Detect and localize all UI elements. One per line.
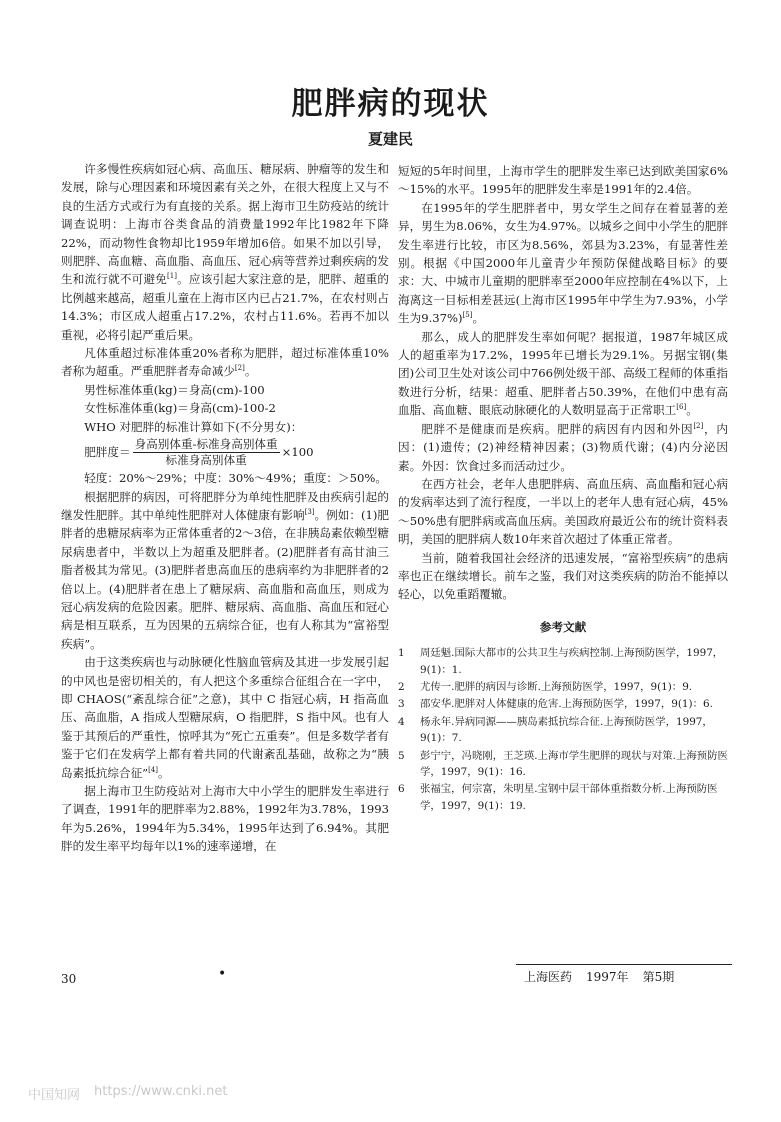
obesity-degree-formula: 肥胖度＝ $\frac{\text{身高别体重-标准身高别体重}}{\text{标准身高别体重}}$ ×100 <box>84 437 314 468</box>
article-title: 肥胖病的现状 <box>291 86 490 122</box>
watermark-url: https://www.cnki.net <box>94 1084 228 1099</box>
author-name: 夏建民 <box>367 130 413 148</box>
paragraph: 许多慢性疾病如冠心病、高血压、糖尿病、肿瘤等的发生和发展，除与心理因素和环境因素有关之外，在很大程度上又与不良的生活方式或行为有直接的关系。据上海市卫生防疫站的统计调查说明：上海市谷类食品的消费量1992年比1982年下降22%，而动物性食物却比1959年增加6倍。如果不加以引导，则肥胖、高血糖、高血脂、高血压、冠心病等营养过剩疾病的发生和流行就不可避免[1]。应该引起大家注意的是，肥胖、超重的比例越来越高，超重儿童在上海市区内已占21.7%，在农村则占14.3%；市区成人超重占17.2%，农村占11.6%。若再不加以重视，必将引起严重后果。 <box>61 162 389 342</box>
paragraph: 由于这类疾病也与动脉硬化性脑血管病及其进一步发展引起的中风也是密切相关的，有人把这个多重综合征组合在一字中，即 CHAOS(“紊乱综合征”之意)，其中 C 指冠心病，H 指高血压、高血脂，A 指成人型糖尿病，O 指肥胖，S 指中风。也有人鉴于其预后的严重性，惊呼其为“死亡五重奏”。但是多数学者有鉴于它们在发病学上都有着共同的代谢紊乱基础，故称之为“胰岛素抵抗综合征”[4]。 <box>61 655 389 780</box>
citation: [1] <box>167 272 177 281</box>
reference-item: 4 杨永年.异病同源——胰岛素抵抗综合征.上海预防医学，1997，9(1)：7. <box>398 715 713 745</box>
obesity-grades: 轻度：20%～29%；中度：30%～49%；重度：＞50%。 <box>84 471 387 486</box>
paragraph: 那么，成人的肥胖发生率如何呢？据报道，1987年城区成人的超重率为17.2%，1995年已增长为29.1%。另据宝钢(集团)公司卫生处对该公司中766例处级干部、高级工程师的体重指数进行分析，结果：超重、肥胖者占50.39%，在他们中患有高血脂、高血糖、眼底动脉硬化的人数明显高于正常职工[6]。 <box>398 329 728 418</box>
reference-item: 1 周廷魁.国际大都市的公共卫生与疾病控制.上海预防医学，1997，9(1)：1. <box>398 647 724 676</box>
citation: [3] <box>304 508 315 517</box>
reference-item: 2 尤传一.肥胖的病因与诊断.上海预防医学，1997，9(1)：9. <box>398 680 693 693</box>
footer-dot: • <box>218 966 227 982</box>
page-number: 30 <box>61 972 77 986</box>
cnki-watermark <box>28 1084 227 1103</box>
paragraph: 短短的5年时间里，上海市学生的肥胖发生率已达到欧美国家6%～15%的水平。1995年的肥胖发生率是1991年的2.4倍。 <box>398 164 728 197</box>
reference-item: 6 张福宝，何宗富，朱明星.宝钢中层干部体重指数分析.上海预防医学，1997，9(1)：19. <box>398 783 718 812</box>
paragraph: 在1995年的学生肥胖者中，男女学生之间存在着显著的差异，男生为8.06%，女生为4.97%。以城乡之间中小学生的肥胖发生率进行比较，市区为8.56%，郊县为3.23%，有显著性差别。根据《中国2000年儿童青少年预防保健战略目标》的要求：大、中城市儿童期的肥胖率至2000年应控制在4%以下，上海离这一目标相差甚远(上海市区1995年中学生为7.93%，小学生为9.37%)[5]。 <box>398 200 728 326</box>
watermark-site: 中国知网 <box>28 1088 81 1103</box>
paragraph: 凡体重超过标准体重20%者称为肥胖，超过标准体重10%者称为超重。严重肥胖者寿命减少[2]。 <box>61 346 389 379</box>
left-column <box>61 160 389 856</box>
paragraph: 在西方社会，老年人患肥胖病、高血压病、高血酯和冠心病的发病率达到了流行程度，一半以上的老年人患有冠心病，45%～50%患有肥胖病或高血压病。美国政府最近公布的统计资料表明，美国的肥胖病人数10年来首次超过了体重正常者。 <box>398 476 728 547</box>
who-standard: WHO 对肥胖的标准计算如下(不分男女)： <box>84 419 303 434</box>
paragraph: 当前，随着我国社会经济的迅速发展，“富裕型疾病”的患病率也正在继续增长。前车之鉴，我们对这类疾病的防治不能掉以轻心，以免重蹈覆辙。 <box>398 550 728 602</box>
citation: [6] <box>676 403 687 412</box>
paragraph: 肥胖不是健康而是疾病。肥胖的病因有内因和外因[2]，内因：(1)遗传；(2)神经精神因素；(3)物质代谢；(4)内分泌因素。外因：饮食过多而活动过少。 <box>398 421 728 473</box>
reference-item: 3 邵安华.肥胖对人体健康的危害.上海预防医学，1997，9(1)：6. <box>398 698 713 711</box>
formula-numerator: 身高别体重-标准身高别体重 <box>134 437 278 452</box>
journal-name: 上海医药 <box>524 970 573 984</box>
paragraph: 根据肥胖的病因，可将肥胖分为单纯性肥胖及由疾病引起的继发性肥胖。其中单纯性肥胖对人体健康有影响[3]。例如：(1)肥胖者的患糖尿病率为正常体重者的2～3倍，在非胰岛素依赖型糖尿病患者中，半数以上为超重及肥胖者。(2)肥胖者有高甘油三脂者极其为常见。(3)肥胖者患高血压的患病率约为非肥胖者的2倍以上。(4)肥胖者在患上了糖尿病、高血脂和高血压，则成为冠心病发病的危险因素。肥胖、糖尿病、高血脂、高血压和冠心病是相互联系，互为因果的五病综合征，也有人称其为“富裕型疾病”。 <box>61 489 389 651</box>
male-formula: 男性标准体重(kg)＝身高(cm)-100 <box>84 382 265 397</box>
reference-item: 5 彭宁宁，冯晓刚，王芝瑛.上海市学生肥胖的现状与对策.上海预防医学，1997，9(1)：16. <box>398 749 728 778</box>
journal-year: 1997年 <box>586 970 629 984</box>
citation: [4] <box>148 765 159 774</box>
female-formula: 女性标准体重(kg)＝身高(cm)-100-2 <box>84 401 276 416</box>
citation: [2] <box>693 421 704 430</box>
journal-footer <box>516 964 732 985</box>
journal-issue: 第5期 <box>642 970 675 984</box>
paragraph: 据上海市卫生防疫站对上海市大中小学生的肥胖发生率进行了调查，1991年的肥胖率为2.88%，1992年为3.78%，1993年为5.26%，1994年为5.34%，1995年达到了6.94%。其肥胖的发生率平均每年以1%的速率递增，在 <box>61 784 389 854</box>
references-heading: 参考文献 <box>539 619 587 634</box>
citation: [2] <box>234 364 245 373</box>
right-column <box>398 162 728 815</box>
formula-denominator: 标准身高别体重 <box>165 453 247 468</box>
citation: [5] <box>462 311 473 320</box>
references-list <box>398 645 728 814</box>
